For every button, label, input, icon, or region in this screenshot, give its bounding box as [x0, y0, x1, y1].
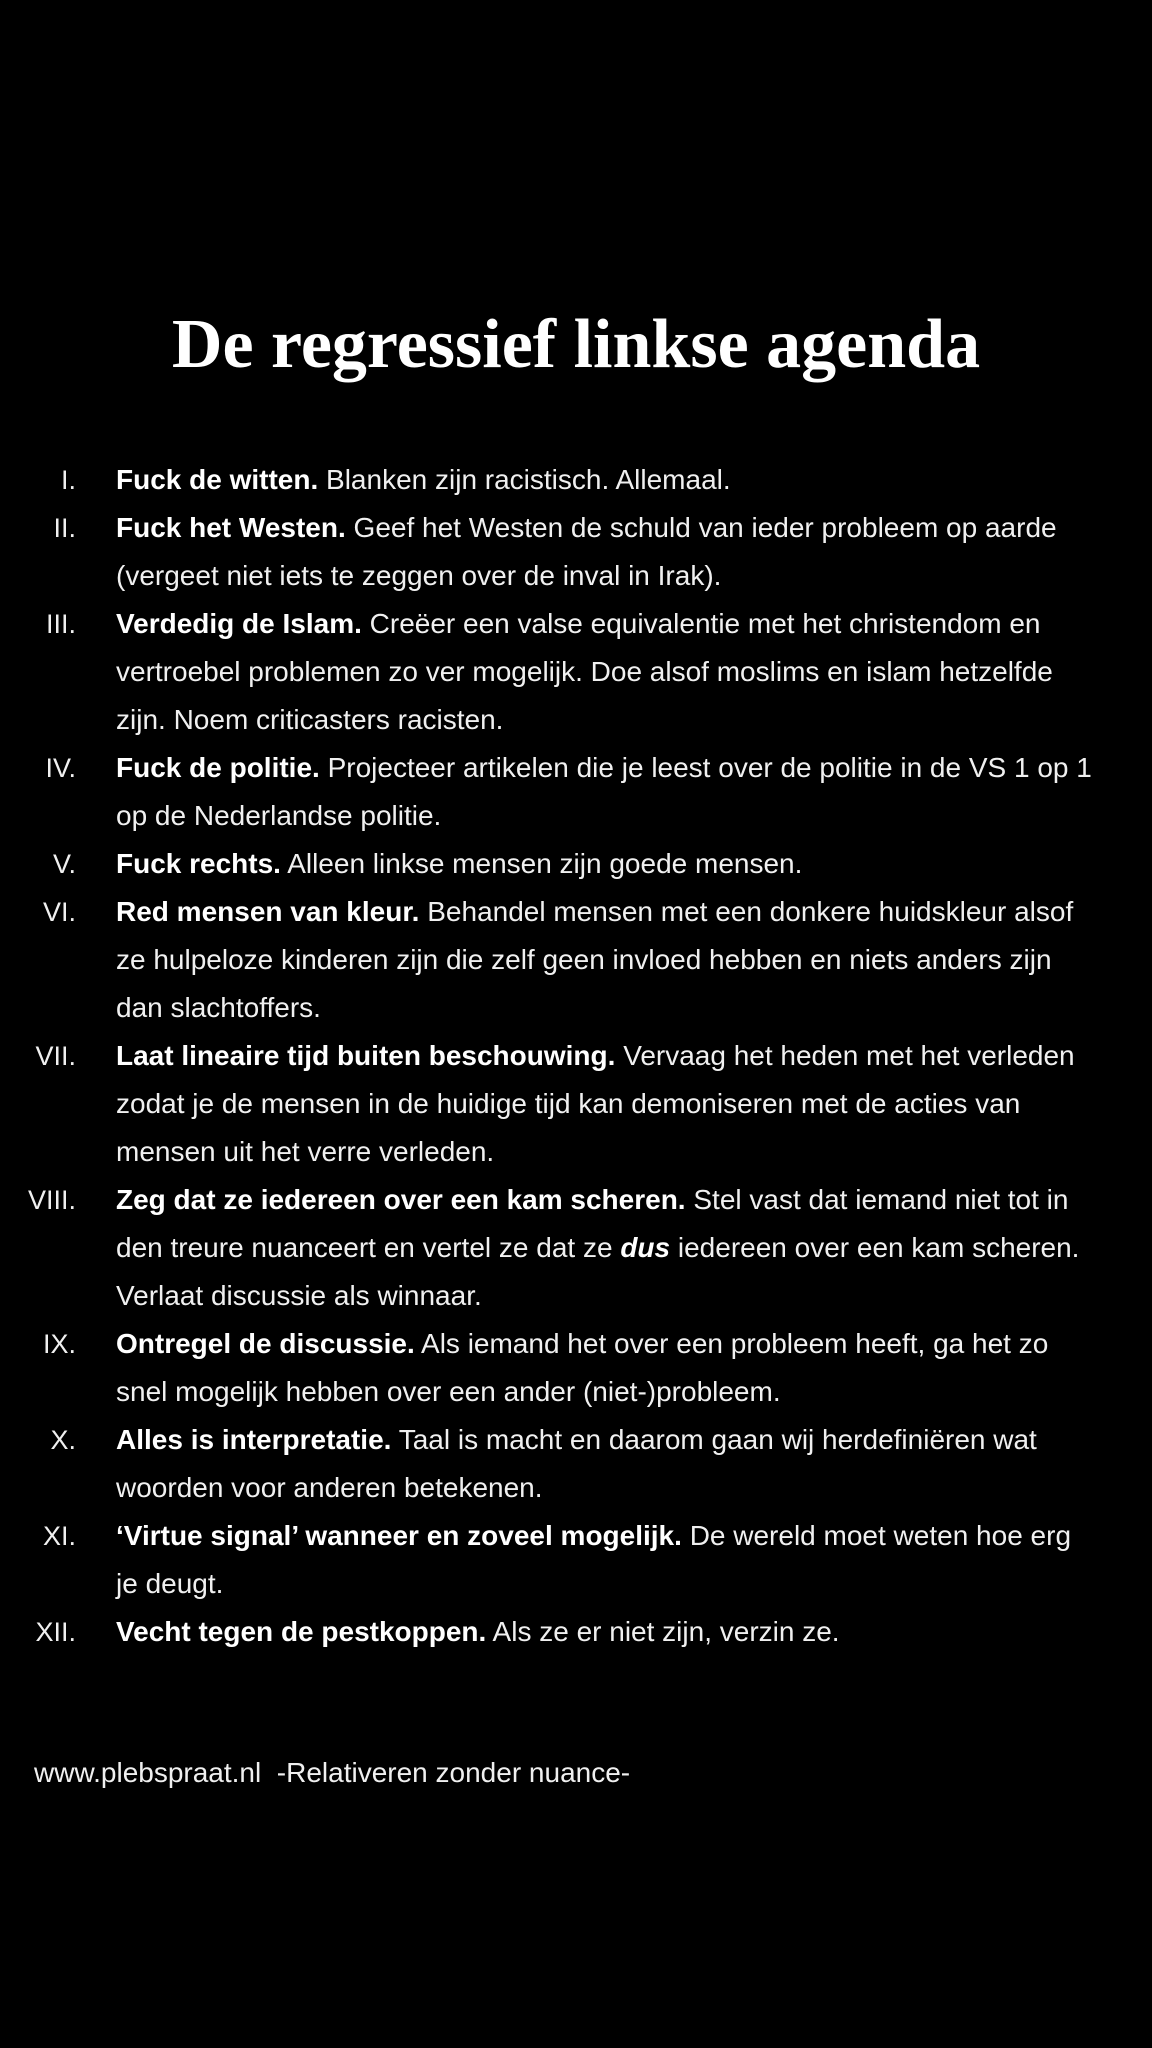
item-numeral: IX.: [42, 1329, 76, 1359]
list-item: [0, 1176, 1152, 1320]
item-lead: Verdedig de Islam.: [116, 608, 362, 639]
item-text: Creëer een valse equivalentie met het christendom en vertroebel problemen zo ver mogelijk. Doe alsof moslims en islam hetzelfde zijn. Noem criticasters racisten.: [116, 608, 1053, 735]
list-item: [0, 1416, 1152, 1512]
page-title: De regressief linkse agenda: [171, 306, 981, 383]
item-lead: Zeg dat ze iedereen over een kam scheren.: [116, 1184, 686, 1215]
item-numeral: XI.: [42, 1521, 76, 1551]
footer-tagline: -Relativeren zonder nuance-: [276, 1757, 631, 1788]
list-item: [0, 840, 1152, 888]
list-item: [0, 456, 1152, 504]
agenda-list: [0, 456, 1152, 1656]
item-lead: Red mensen van kleur.: [116, 896, 420, 927]
item-text: Als iemand het over een probleem heeft, ga het zo snel mogelijk hebben over een ander (niet-)probleem.: [116, 1328, 1049, 1407]
item-numeral: II.: [53, 513, 76, 543]
item-text: De wereld moet weten hoe erg je deugt.: [116, 1520, 1072, 1599]
item-lead: Ontregel de discussie.: [116, 1328, 415, 1359]
item-text: Geef het Westen de schuld van ieder probleem op aarde (vergeet niet iets te zeggen over de inval in Irak).: [116, 512, 1057, 591]
item-lead: ‘Virtue signal’ wanneer en zoveel mogelijk.: [116, 1520, 682, 1551]
item-text: Projecteer artikelen die je leest over de politie in de VS 1 op 1 op de Nederlandse politie.: [116, 752, 1092, 831]
item-numeral: I.: [60, 465, 76, 495]
item-numeral: X.: [50, 1425, 76, 1455]
item-text: Als ze er niet zijn, verzin ze.: [492, 1616, 840, 1647]
item-numeral: VII.: [35, 1041, 76, 1071]
list-item: [0, 888, 1152, 1032]
footer: [34, 1753, 630, 1793]
item-numeral: V.: [52, 849, 76, 879]
item-text-before: Stel vast dat iemand niet tot in den treure nuanceert en vertel ze dat ze: [116, 1184, 1069, 1263]
item-numeral: IV.: [45, 753, 76, 783]
item-numeral: XII.: [35, 1617, 76, 1647]
item-numeral: VI.: [42, 897, 76, 927]
item-numeral: VIII.: [27, 1185, 76, 1215]
item-lead: Vecht tegen de pestkoppen.: [116, 1616, 487, 1647]
item-lead: Fuck de politie.: [116, 752, 320, 783]
list-item: [0, 1608, 1152, 1656]
item-text-after: iedereen over een kam scheren. Verlaat discussie als winnaar.: [116, 1232, 1080, 1311]
item-lead: Fuck het Westen.: [116, 512, 346, 543]
footer-url: www.plebspraat.nl: [34, 1757, 262, 1788]
list-item: [0, 744, 1152, 840]
list-item: [0, 504, 1152, 600]
item-lead: Fuck rechts.: [116, 848, 281, 879]
list-item: [0, 1320, 1152, 1416]
item-text: Taal is macht en daarom gaan wij herdefiniëren wat woorden voor anderen betekenen.: [116, 1424, 1037, 1503]
item-lead: Fuck de witten.: [116, 464, 319, 495]
item-text: Vervaag het heden met het verleden zodat je de mensen in de huidige tijd kan demoniseren met de acties van mensen uit het verre verleden.: [116, 1040, 1075, 1167]
item-text: Behandel mensen met een donkere huidskleur alsof ze hulpeloze kinderen zijn die zelf geen invloed hebben en niets anders zijn dan slachtoffers.: [116, 896, 1074, 1023]
item-numeral: III.: [45, 609, 76, 639]
item-emphasis: dus: [620, 1232, 671, 1263]
item-lead: Alles is interpretatie.: [116, 1424, 392, 1455]
item-text: Alleen linkse mensen zijn goede mensen.: [287, 848, 803, 879]
item-lead: Laat lineaire tijd buiten beschouwing.: [116, 1040, 616, 1071]
list-item: [0, 600, 1152, 744]
item-text: Blanken zijn racistisch. Allemaal.: [326, 464, 731, 495]
list-item: [0, 1512, 1152, 1608]
list-item: [0, 1032, 1152, 1176]
